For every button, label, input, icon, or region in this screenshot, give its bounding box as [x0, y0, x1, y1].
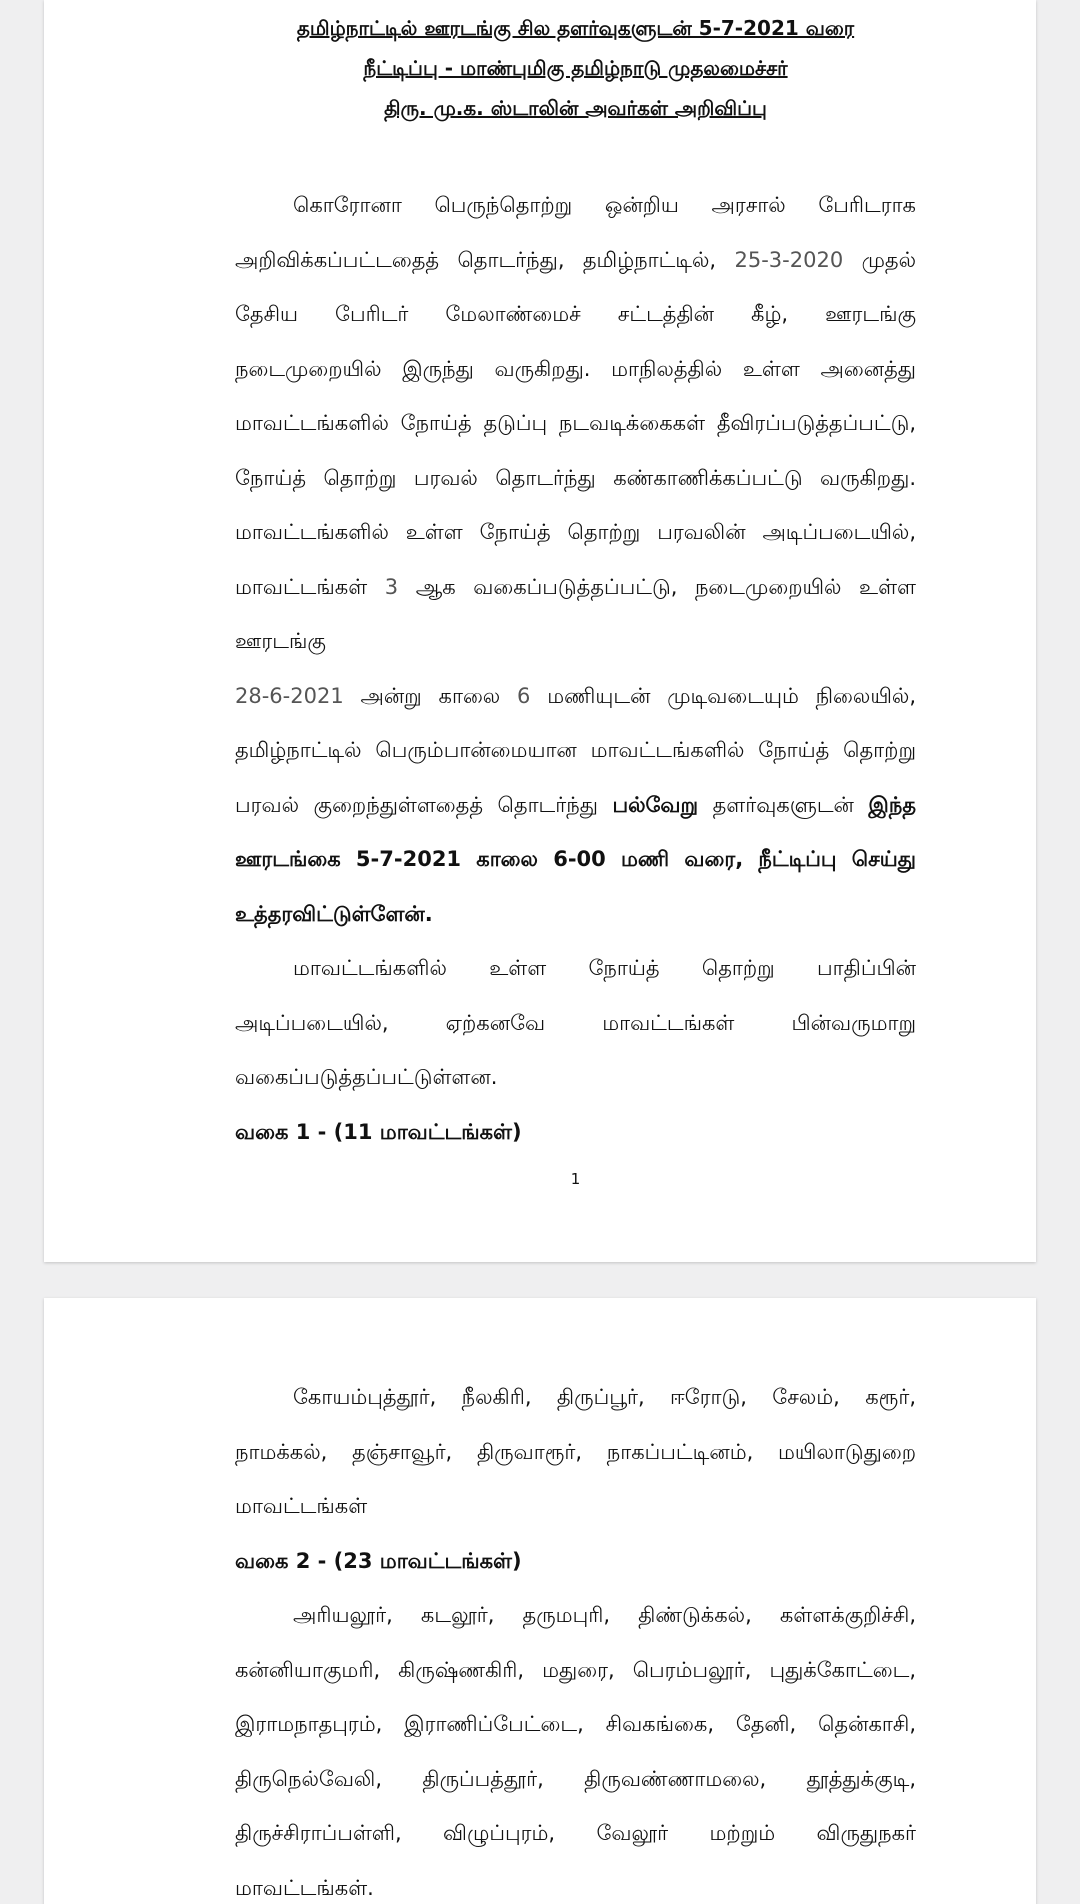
- title-line-2: நீட்டிப்பு - மாண்புமிகு தமிழ்நாடு முதலமைச்சர்: [363, 56, 788, 80]
- text-segment: மணியுடன் முடிவடையும் நிலையில்,: [530, 683, 916, 708]
- text-segment: பரவல் குறைந்துள்ளதைத் தொடர்ந்து: [235, 792, 613, 817]
- paragraph-3-line: அடிப்படையில், ஏற்கனவே மாவட்டங்கள் பின்வருமாறு: [235, 1010, 916, 1035]
- district-list-line: இராமநாதபுரம், இராணிப்பேட்டை, சிவகங்கை, தேனி, தென்காசி,: [235, 1712, 916, 1736]
- paragraph-1-line: நடைமுறையில் இருந்து வருகிறது. மாநிலத்தில் உள்ள அனைத்து: [235, 356, 916, 381]
- district-list-line: நாமக்கல், தஞ்சாவூர், திருவாரூர், நாகப்பட்டினம், மயிலாடுதுறை: [235, 1439, 916, 1464]
- date-value: 28-6-2021: [235, 683, 344, 708]
- text-segment: தளர்வுகளுடன்: [698, 792, 869, 817]
- document-page-1: [44, 0, 1036, 1262]
- paragraph-1: [235, 178, 916, 669]
- text-segment: ஆக வகைப்படுத்தப்பட்டு, நடைமுறையில் உள்ள: [398, 574, 916, 599]
- page-number: 1: [570, 1170, 581, 1188]
- category-1-heading: வகை 1 - (11 மாவட்டங்கள்): [235, 1119, 522, 1144]
- time-value: 6: [517, 683, 531, 708]
- district-list-line: மாவட்டங்கள்.: [235, 1875, 374, 1900]
- category-2-district-list: [235, 1588, 916, 1904]
- category-1-district-list: [235, 1370, 916, 1534]
- text-segment: முதல்: [843, 247, 916, 272]
- paragraph-2-line: ஊரடங்கை 5-7-2021 காலை 6-00 மணி வரை, நீட்டிப்பு செய்து: [235, 847, 916, 871]
- paragraph-1-line: கொரோனா பெருந்தொற்று ஒன்றிய அரசால் பேரிடராக: [293, 193, 916, 217]
- district-list-line: மாவட்டங்கள்: [235, 1494, 368, 1518]
- paragraph-2-line: உத்தரவிட்டுள்ளேன்.: [235, 901, 433, 926]
- page-1-content: [235, 8, 916, 1189]
- text-segment: அறிவிக்கப்பட்டதைத் தொடர்ந்து, தமிழ்நாட்டில்,: [235, 247, 735, 272]
- paragraph-3-line: வகைப்படுத்தப்பட்டுள்ளன.: [235, 1065, 498, 1089]
- district-list-line: கன்னியாகுமரி, கிருஷ்ணகிரி, மதுரை, பெரம்பலூர், புதுக்கோட்டை,: [235, 1657, 916, 1682]
- count-value: 3: [384, 574, 399, 599]
- paragraph-1-line: நோய்த் தொற்று பரவல் தொடர்ந்து கண்காணிக்கப்பட்டு வருகிறது.: [235, 465, 916, 490]
- paragraph-3-line: மாவட்டங்களில் உள்ள நோய்த் தொற்று பாதிப்பின்: [293, 956, 916, 980]
- paragraph-3: [235, 941, 916, 1105]
- document-page-2: [44, 1298, 1036, 1904]
- district-list-line: திருச்சிராப்பள்ளி, விழுப்புரம், வேலூர் மற்றும் விருதுநகர்: [235, 1821, 916, 1845]
- district-list-line: அரியலூர், கடலூர், தருமபுரி, திண்டுக்கல், கள்ளக்குறிச்சி,: [293, 1603, 916, 1627]
- paragraph-1-line: தேசிய பேரிடர் மேலாண்மைச் சட்டத்தின் கீழ், ஊரடங்கு: [235, 302, 916, 326]
- paragraph-1-line: [235, 233, 916, 288]
- date-value: 25-3-2020: [734, 247, 844, 272]
- category-2-heading: வகை 2 - (23 மாவட்டங்கள்): [235, 1548, 522, 1573]
- title-line-1: தமிழ்நாட்டில் ஊரடங்கு சில தளர்வுகளுடன் 5-7-2021 வரை: [296, 16, 855, 40]
- paragraph-1-line: [235, 560, 916, 615]
- paragraph-2-line: [235, 778, 916, 833]
- district-list-line: திருநெல்வேலி, திருப்பத்தூர், திருவண்ணாமலை, தூத்துக்குடி,: [235, 1766, 916, 1791]
- text-segment: மாவட்டங்கள்: [235, 574, 385, 599]
- paragraph-2: [235, 669, 916, 942]
- paragraph-2-line: [235, 669, 916, 724]
- paragraph-1-line: ஊரடங்கு: [235, 629, 326, 653]
- district-list-line: கோயம்புத்தூர், நீலகிரி, திருப்பூர், ஈரோடு, சேலம், கரூர்,: [293, 1385, 916, 1409]
- bold-text: பல்வேறு: [612, 792, 699, 817]
- page-2-content: [235, 1370, 916, 1904]
- paragraph-2-line: தமிழ்நாட்டில் பெரும்பான்மையான மாவட்டங்களில் நோய்த் தொற்று: [235, 738, 916, 762]
- paragraph-1-line: மாவட்டங்களில் உள்ள நோய்த் தொற்று பரவலின் அடிப்படையில்,: [235, 520, 916, 544]
- paragraph-1-line: மாவட்டங்களில் நோய்த் தடுப்பு நடவடிக்கைகள் தீவிரப்படுத்தப்பட்டு,: [235, 411, 916, 435]
- bold-text: இந்த: [868, 792, 916, 817]
- title-line-3: திரு. மு.க. ஸ்டாலின் அவர்கள் அறிவிப்பு: [384, 96, 767, 120]
- text-segment: அன்று காலை: [343, 683, 518, 708]
